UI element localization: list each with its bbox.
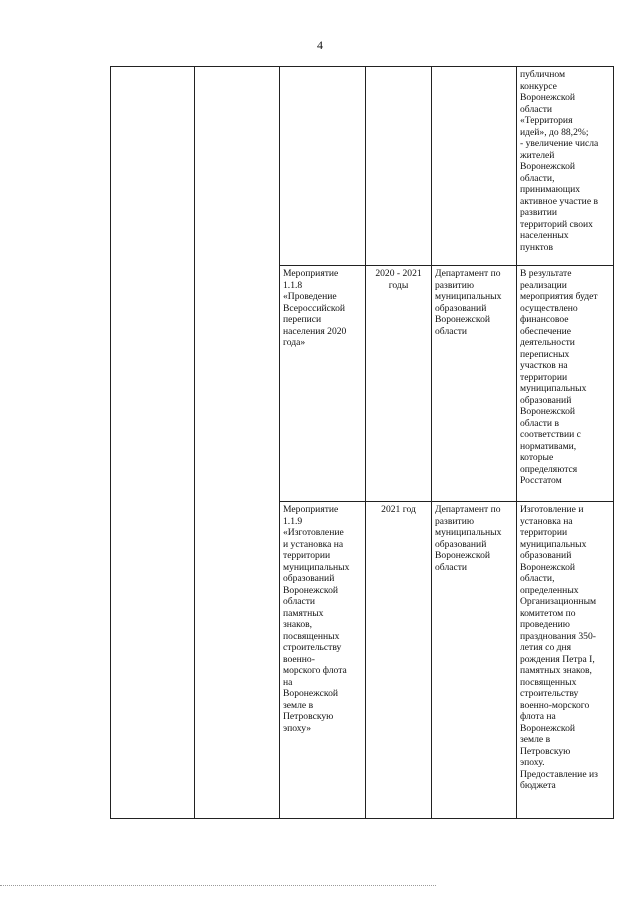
executor-cell: Департамент по развитию муниципальных образований Воронежской области (432, 502, 517, 819)
scan-bottom-rule (0, 885, 436, 886)
result-cell: В результате реализации мероприятия будет осуществлено финансовое обеспечение деятельности переписных участков на территории муниципальных образований Воронежской области в соответствии с нормативами, которые определяются Росстатом (517, 266, 614, 502)
measure-cell (280, 67, 366, 266)
table-row (111, 67, 614, 266)
merged-blank-cell (195, 67, 280, 819)
period-cell: 2021 год (366, 502, 432, 819)
merged-blank-cell (111, 67, 195, 819)
result-cell: публичном конкурсе Воронежской области «Территория идей», до 88,2%; - увеличение числа жителей Воронежской области, принимающих активное участие в развитии территорий своих населенных пунктов (517, 67, 614, 266)
program-table (110, 66, 614, 819)
executor-cell: Департамент по развитию муниципальных образований Воронежской области (432, 266, 517, 502)
executor-cell (432, 67, 517, 266)
page-number: 4 (317, 38, 323, 52)
measure-cell: Мероприятие 1.1.8 «Проведение Всероссийской переписи населения 2020 года» (280, 266, 366, 502)
result-cell: Изготовление и установка на территории муниципальных образований Воронежской области, определенных Организационным комитетом по проведению празднования 350- летия со дня рождения Петра I, памятных знаков, посвященных строительству военно-морского флота на Воронежской земле в Петровскую эпоху. Предоставление из бюджета (517, 502, 614, 819)
measure-cell: Мероприятие 1.1.9 «Изготовление и установка на территории муниципальных образований Воронежской области памятных знаков, посвященных строительству военно- морского флота на Воронежской земле в Петровскую эпоху» (280, 502, 366, 819)
period-cell: 2020 - 2021 годы (366, 266, 432, 502)
period-cell (366, 67, 432, 266)
